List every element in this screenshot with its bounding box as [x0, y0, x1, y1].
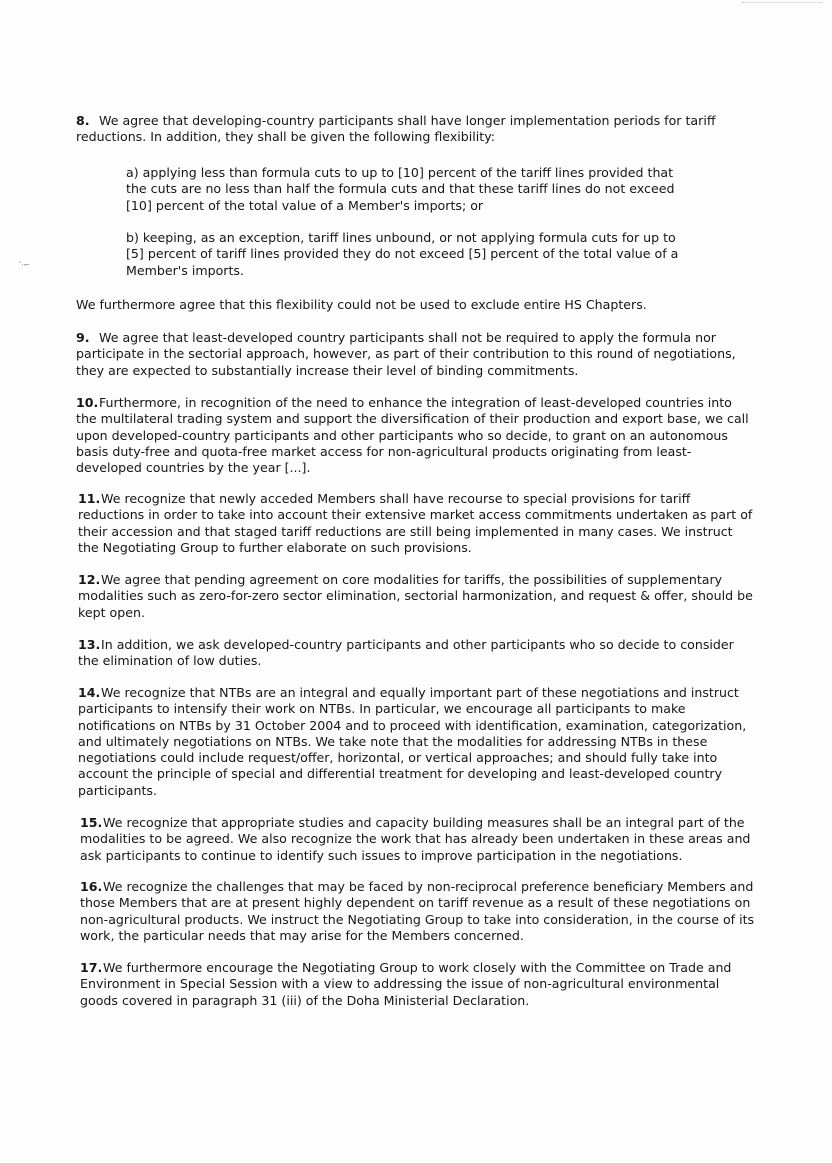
paragraph-16 — [80, 879, 760, 944]
paragraph-text: We agree that pending agreement on core modalities for tariffs, the possibilities of supplementary modalities such as zero-for-zero sector elimination, sectorial harmonization, and request & offer, should be kept open. — [78, 572, 753, 620]
paragraph-number: 12. — [78, 572, 101, 587]
paragraph-number: 17. — [80, 960, 103, 975]
scan-edge-mark — [742, 2, 822, 6]
paragraph-text: We furthermore agree that this flexibility could not be used to exclude entire HS Chapters. — [76, 297, 647, 312]
scan-artifact-mark: ˜·⌐ — [18, 261, 30, 269]
paragraph-17 — [80, 960, 760, 1009]
paragraph-text: We agree that least-developed country participants shall not be required to apply the formula nor participate in the sectorial approach, however, as part of their contribution to this round of negotiations, they are expected to substantially increase their level of binding commitments. — [76, 330, 736, 378]
paragraph-text: Furthermore, in recognition of the need to enhance the integration of least-developed countries into the multilateral trading system and support the diversification of their production and export base, we call upon developed-country participants and other participants who so decide, to grant on an autonomous basis duty-free and quota-free market access for non-agricultural products originating from least-developed countries by the year [...]. — [76, 395, 749, 476]
paragraph-11 — [78, 491, 756, 556]
paragraph-text: We agree that developing-country participants shall have longer implementation periods for tariff reductions. In addition, they shall be given the following flexibility: — [76, 113, 716, 145]
paragraph-14 — [78, 685, 756, 799]
paragraph-number: 10. — [76, 395, 99, 410]
paragraph-9 — [76, 330, 756, 379]
paragraph-text: We recognize that newly acceded Members shall have recourse to special provisions for tariff reductions in order to take into account their extensive market access commitments undertaken as part of their accession and that staged tariff reductions are still being implemented in many cases. We instruct the Negotiating Group to further elaborate on such provisions. — [78, 491, 753, 555]
paragraph-number: 11. — [78, 491, 101, 506]
paragraph-13 — [78, 637, 756, 670]
paragraph-number: 14. — [78, 685, 101, 700]
flexibility-option-b — [126, 230, 696, 279]
paragraph-12 — [78, 572, 756, 621]
paragraph-text: a) applying less than formula cuts to up to [10] percent of the tariff lines provided that the cuts are no less than half the formula cuts and that these tariff lines do not exceed [10] percent of the total value of a Member's imports; or — [126, 165, 675, 213]
paragraph-text: We recognize that NTBs are an integral and equally important part of these negotiations and instruct participants to intensify their work on NTBs. In particular, we encourage all participants to make notifications on NTBs by 31 October 2004 and to proceed with identification, examination, categorization, and ultimately negotiations on NTBs. We take note that the modalities for addressing NTBs in these negotiations could include request/offer, horizontal, or vertical approaches; and should fully take into account the principle of special and differential treatment for developing and least-developed country participants. — [78, 685, 747, 798]
paragraph-number: 8. — [76, 113, 90, 128]
paragraph-8 — [76, 113, 756, 146]
paragraph-text: We furthermore encourage the Negotiating Group to work closely with the Committee on Trade and Environment in Special Session with a view to addressing the issue of non-agricultural environmental goods covered in paragraph 31 (iii) of the Doha Ministerial Declaration. — [80, 960, 732, 1008]
paragraph-10 — [76, 395, 756, 476]
paragraph-number: 9. — [76, 330, 90, 345]
paragraph-text: We recognize the challenges that may be faced by non-reciprocal preference beneficiary Members and those Members that are at present highly dependent on tariff revenue as a result of these negotiations on non-agricultural products. We instruct the Negotiating Group to take into consideration, in the course of its work, the particular needs that may arise for the Members concerned. — [80, 879, 755, 943]
paragraph-text: b) keeping, as an exception, tariff lines unbound, or not applying formula cuts for up to [5] percent of tariff lines provided they do not exceed [5] percent of the total value of a Member's imports. — [126, 230, 679, 278]
paragraph-8-closing — [76, 297, 756, 313]
paragraph-number: 16. — [80, 879, 103, 894]
paragraph-15 — [80, 815, 758, 864]
paragraph-text: We recognize that appropriate studies and capacity building measures shall be an integral part of the modalities to be agreed. We also recognize the work that has already been undertaken in these areas and ask participants to continue to identify such issues to improve participation in the negotiations. — [80, 815, 751, 863]
paragraph-text: In addition, we ask developed-country participants and other participants who so decide to consider the elimination of low duties. — [78, 637, 734, 669]
flexibility-option-a — [126, 165, 696, 214]
paragraph-number: 15. — [80, 815, 103, 830]
paragraph-number: 13. — [78, 637, 101, 652]
